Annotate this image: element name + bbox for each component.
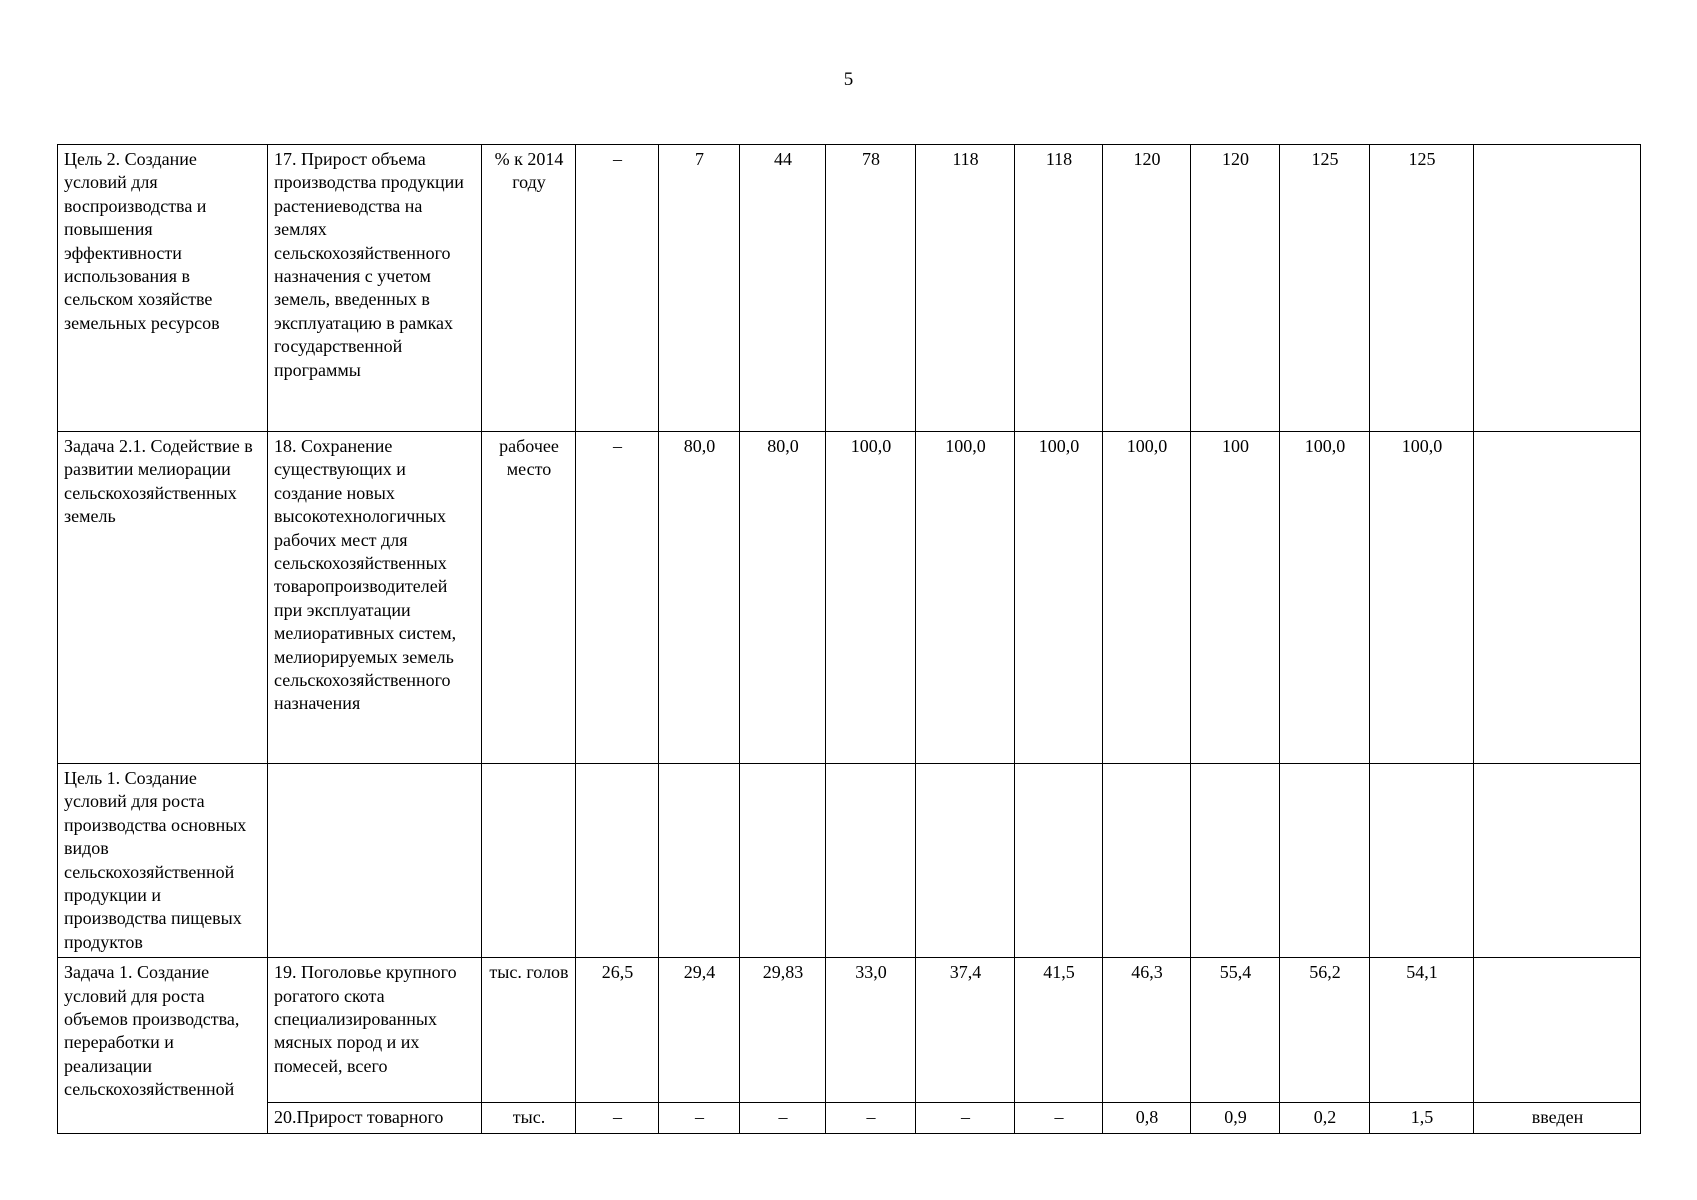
note-cell	[1474, 764, 1641, 958]
value-cell: 37,4	[916, 958, 1015, 1103]
table-row	[58, 145, 1641, 432]
value-cell: 80,0	[659, 432, 740, 764]
value-cell: 44	[740, 145, 826, 432]
table-row	[58, 432, 1641, 764]
table-row	[58, 764, 1641, 958]
value-cell: –	[659, 1103, 740, 1133]
unit-cell: тыс. голов	[482, 958, 576, 1103]
value-cell: 125	[1280, 145, 1370, 432]
table-row	[58, 1103, 1641, 1133]
value-cell: 100,0	[1280, 432, 1370, 764]
indicator-cell: 19. Поголовье крупного рогатого скота специализированных мясных пород и их помесей, всего	[268, 958, 482, 1103]
value-cell: 56,2	[1280, 958, 1370, 1103]
value-cell: 41,5	[1015, 958, 1103, 1103]
value-cell: 7	[659, 145, 740, 432]
value-cell: –	[916, 1103, 1015, 1133]
value-cell: 100,0	[1103, 432, 1191, 764]
value-cell: 29,83	[740, 958, 826, 1103]
value-cell	[1370, 764, 1474, 958]
value-cell: 0,9	[1191, 1103, 1280, 1133]
value-cell: 78	[826, 145, 916, 432]
value-cell	[576, 764, 659, 958]
value-cell: –	[576, 1103, 659, 1133]
unit-cell	[482, 764, 576, 958]
value-cell: –	[576, 145, 659, 432]
goal-cell: Задача 2.1. Содействие в развитии мелиорации сельскохозяйственных земель	[58, 432, 268, 764]
value-cell: 33,0	[826, 958, 916, 1103]
value-cell: 54,1	[1370, 958, 1474, 1103]
value-cell: 0,2	[1280, 1103, 1370, 1133]
indicators-table	[57, 144, 1641, 1134]
indicator-cell: 17. Прирост объема производства продукции растениеводства на землях сельскохозяйственного назначения с учетом земель, введенных в эксплуатацию в рамках государственной программы	[268, 145, 482, 432]
indicator-cell	[268, 764, 482, 958]
page-number: 5	[843, 69, 854, 90]
note-cell	[1474, 432, 1641, 764]
unit-cell: % к 2014 году	[482, 145, 576, 432]
value-cell: 125	[1370, 145, 1474, 432]
value-cell	[1191, 764, 1280, 958]
value-cell: 120	[1191, 145, 1280, 432]
value-cell: –	[576, 432, 659, 764]
value-cell: –	[826, 1103, 916, 1133]
value-cell: 120	[1103, 145, 1191, 432]
note-cell: введен	[1474, 1103, 1641, 1133]
value-cell: 100,0	[916, 432, 1015, 764]
value-cell: 29,4	[659, 958, 740, 1103]
note-cell	[1474, 958, 1641, 1103]
table-row	[58, 958, 1641, 1103]
goal-cell: Цель 1. Создание условий для роста производства основных видов сельскохозяйственной продукции и производства пищевых продуктов	[58, 764, 268, 958]
value-cell: 1,5	[1370, 1103, 1474, 1133]
value-cell: –	[1015, 1103, 1103, 1133]
value-cell: 100,0	[826, 432, 916, 764]
value-cell: 0,8	[1103, 1103, 1191, 1133]
unit-cell: рабочее место	[482, 432, 576, 764]
value-cell: 26,5	[576, 958, 659, 1103]
indicator-cell: 18. Сохранение существующих и создание новых высокотехнологичных рабочих мест для сельскохозяйственных товаропроизводителей при эксплуатации мелиоративных систем, мелиорируемых земель сельскохозяйственного назначения	[268, 432, 482, 764]
value-cell	[659, 764, 740, 958]
value-cell: –	[740, 1103, 826, 1133]
value-cell: 100,0	[1015, 432, 1103, 764]
indicator-cell: 20.Прирост товарного	[268, 1103, 482, 1133]
value-cell	[916, 764, 1015, 958]
value-cell	[1103, 764, 1191, 958]
value-cell: 55,4	[1191, 958, 1280, 1103]
value-cell: 100,0	[1370, 432, 1474, 764]
value-cell: 100	[1191, 432, 1280, 764]
goal-cell: Цель 2. Создание условий для воспроизводства и повышения эффективности использования в сельском хозяйстве земельных ресурсов	[58, 145, 268, 432]
value-cell	[1015, 764, 1103, 958]
value-cell: 118	[916, 145, 1015, 432]
value-cell: 46,3	[1103, 958, 1191, 1103]
unit-cell: тыс.	[482, 1103, 576, 1133]
value-cell	[740, 764, 826, 958]
value-cell: 80,0	[740, 432, 826, 764]
value-cell	[826, 764, 916, 958]
value-cell: 118	[1015, 145, 1103, 432]
note-cell	[1474, 145, 1641, 432]
value-cell	[1280, 764, 1370, 958]
goal-cell: Задача 1. Создание условий для роста объемов производства, переработки и реализации сельскохозяйственной	[58, 958, 268, 1133]
